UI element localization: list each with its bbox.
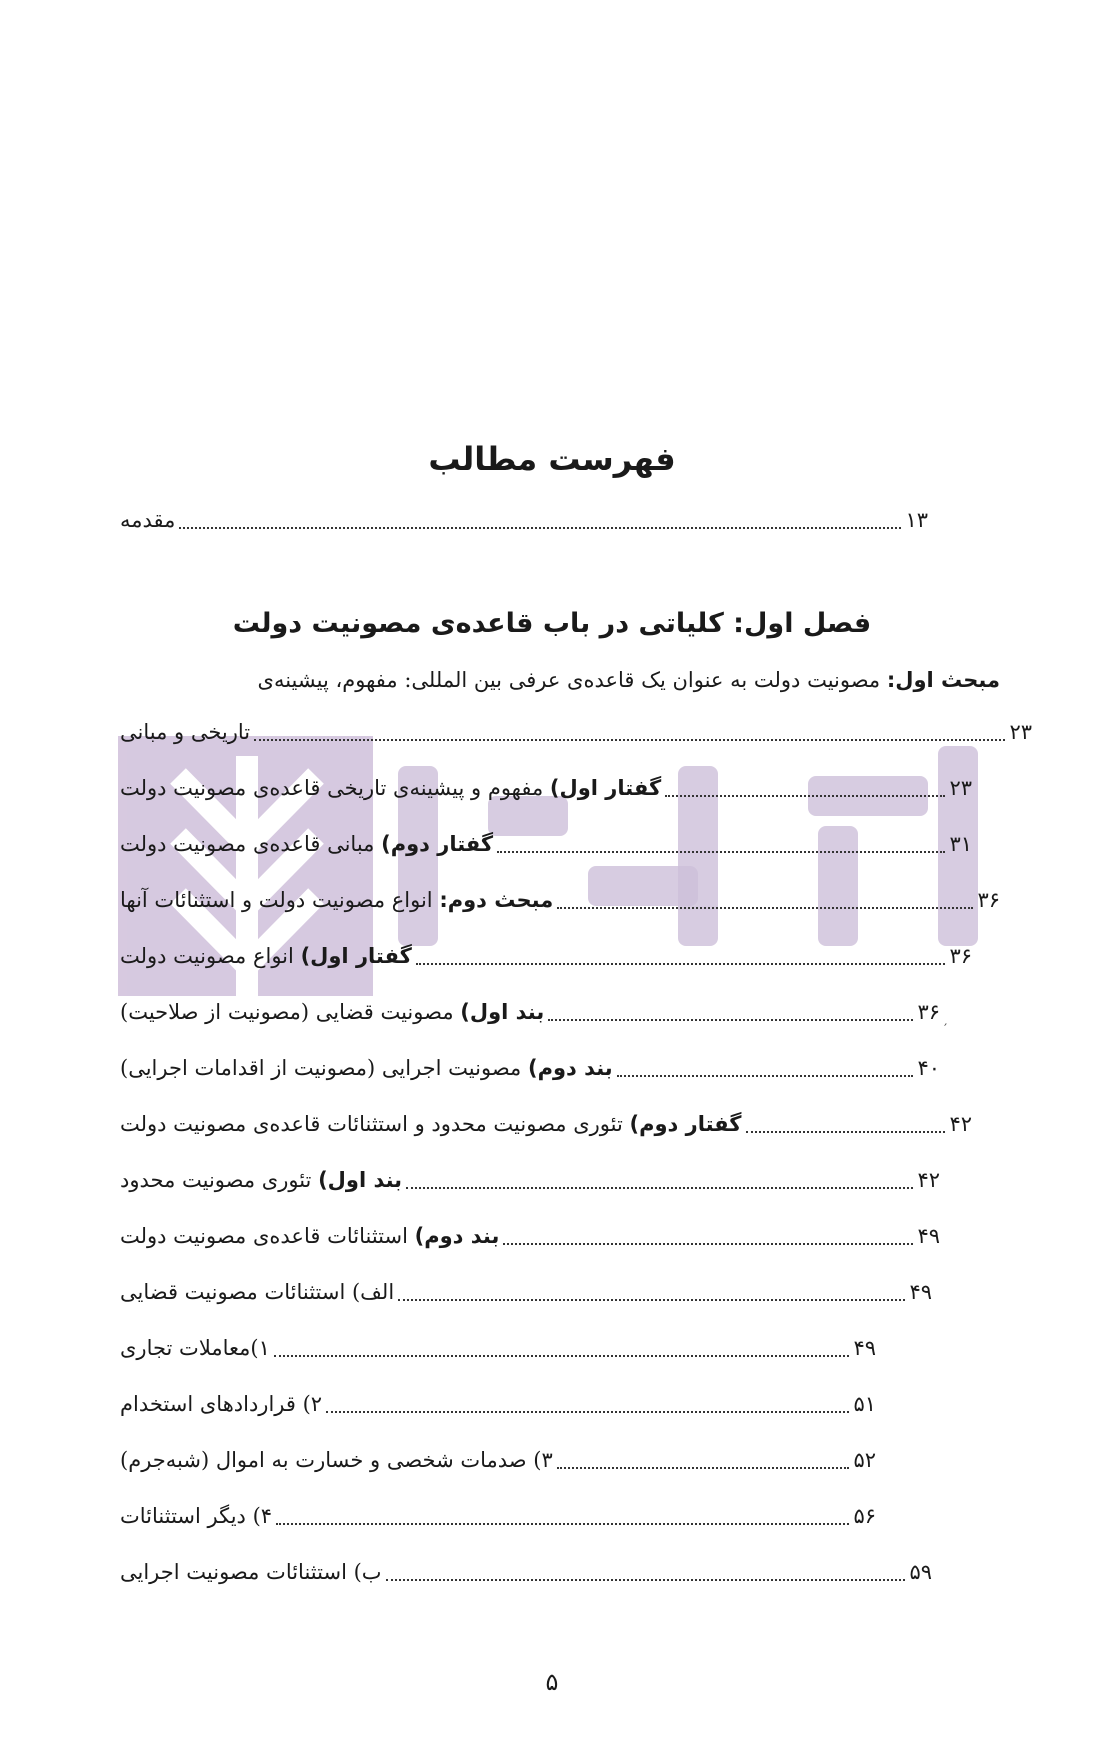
toc-leader-dots [416,960,946,965]
toc-entry-page: ۳۶ [917,1000,940,1024]
toc-leader-dots [398,1296,905,1301]
toc-entry[interactable] [120,1328,876,1368]
toc-entry-text: مبانی قاعده‌ی مصونیت دولت [120,832,375,856]
toc-entry-text: الف) استثنائات مصونیت قضایی [120,1280,395,1304]
toc-entry[interactable] [120,1440,876,1480]
toc-entry-text: مصونیت قضایی (مصونیت از صلاحیت) [120,1000,454,1024]
page-title: فهرست مطالب [428,440,676,478]
toc-entry[interactable] [120,1048,940,1088]
toc-entry-label: مقدمه [120,508,176,532]
toc-entry-text: ۲) قراردادهای استخدام [120,1392,323,1416]
toc-entry-intro[interactable] [120,500,928,540]
toc-entry-text: تاریخی و مبانی [120,720,251,744]
toc-entry-page: ۴۲ [949,1112,972,1136]
toc-entry[interactable] [120,992,940,1032]
toc-entry-page: ۳۶ [949,944,972,968]
toc-entry[interactable] [120,1104,972,1144]
toc-entry-text: مفهوم و پیشینه‌ی تاریخی قاعده‌ی مصونیت دولت [120,776,544,800]
toc-entry-page: ۵۲ [853,1448,876,1472]
toc-entry[interactable] [120,768,972,808]
toc-leader-dots [503,1240,913,1245]
toc-entry-prefix: بند اول) [460,1000,545,1024]
toc-entry-page: ۴۰ [917,1056,940,1080]
toc-entry-text: انواع مصونیت دولت و استثنائات آنها [120,888,433,912]
chapter-title: فصل اول: کلیاتی در باب قاعده‌ی مصونیت دولت [232,608,872,639]
toc-entry-text: ۳) صدمات شخصی و خسارت به اموال (شبه‌جرم) [120,1448,553,1472]
toc-entry-prefix: بند دوم) [527,1056,613,1080]
toc-entry[interactable] [120,1272,932,1312]
toc-entry[interactable] [120,880,1000,920]
toc-entry-prefix: بند دوم) [414,1224,500,1248]
toc-entry-page: ۲۳ [1009,720,1032,744]
toc-entry-text: مصونیت اجرایی (مصونیت از اقدامات اجرایی) [120,1056,522,1080]
toc-entry-page: ۱۳ [905,508,928,532]
toc-entry-prefix: مبحث دوم: [439,888,554,912]
toc-entry-page: ۵۹ [909,1560,932,1584]
toc-entry-text: انواع مصونیت دولت [120,944,294,968]
toc-entry-text: تئوری مصونیت محدود [120,1168,312,1192]
toc-entry[interactable] [120,1496,876,1536]
toc-entry-page: ۲۳ [949,776,972,800]
toc-entry-text: تئوری مصونیت محدود و استثنائات قاعده‌ی مصونیت دولت [120,1112,623,1136]
toc-leader-dots [326,1408,849,1413]
toc-entry[interactable] [120,1552,932,1592]
toc-entry-page: ۴۹ [853,1336,876,1360]
toc-entry-prefix: گفتار دوم) [381,832,494,856]
toc-leader-dots [665,792,945,797]
toc-entry-page: ۴۲ [917,1168,940,1192]
toc-entry[interactable] [120,1216,940,1256]
toc-leader-dots [497,848,945,853]
toc-entry-prefix: بند اول) [318,1168,403,1192]
toc-leader-dots [548,1016,913,1021]
toc-entry[interactable] [120,1160,940,1200]
toc-entry-prefix: گفتار دوم) [629,1112,742,1136]
toc-entry[interactable] [120,936,972,976]
toc-section1-line2[interactable] [120,712,1032,752]
toc-leader-dots [274,1352,850,1357]
toc-section1-line1[interactable] [120,660,1000,700]
page-number: ۵ [545,1668,559,1696]
toc-entry-page: ۵۶ [853,1504,876,1528]
toc-entry-page: ۵۱ [853,1392,876,1416]
stray-mark: ′ [944,1022,948,1038]
toc-entry-page: ۴۹ [917,1224,940,1248]
toc-entry[interactable] [120,824,972,864]
toc-leader-dots [557,1464,850,1469]
toc-leader-dots [617,1072,914,1077]
toc-entry[interactable] [120,1384,876,1424]
toc-entry-text: ۴) دیگر استثنائات [120,1504,273,1528]
toc-entry-prefix: گفتار اول) [300,944,412,968]
toc-entry-text: استثنائات قاعده‌ی مصونیت دولت [120,1224,408,1248]
toc-leader-dots [386,1576,906,1581]
toc-entry-page: ۳۶ [977,888,1000,912]
toc-entry-text: ۱)معاملات تجاری [120,1336,270,1360]
toc-leader-dots [179,524,901,529]
toc-leader-dots [557,904,973,909]
toc-entry-page: ۳۱ [949,832,972,856]
toc-entry-prefix: گفتار اول) [549,776,662,800]
toc-leader-dots [254,736,1005,741]
toc-entry-text: مصونیت دولت به عنوان یک قاعده‌ی عرفی بین المللی: مفهوم، پیشینه‌ی [257,668,881,692]
toc-entry-text: ب) استثنائات مصونیت اجرایی [120,1560,382,1584]
toc-entry-page: ۴۹ [909,1280,932,1304]
toc-leader-dots [276,1520,849,1525]
toc-leader-dots [406,1184,913,1189]
toc-leader-dots [746,1128,946,1133]
toc-entry-prefix: مبحث اول: [886,668,1000,692]
